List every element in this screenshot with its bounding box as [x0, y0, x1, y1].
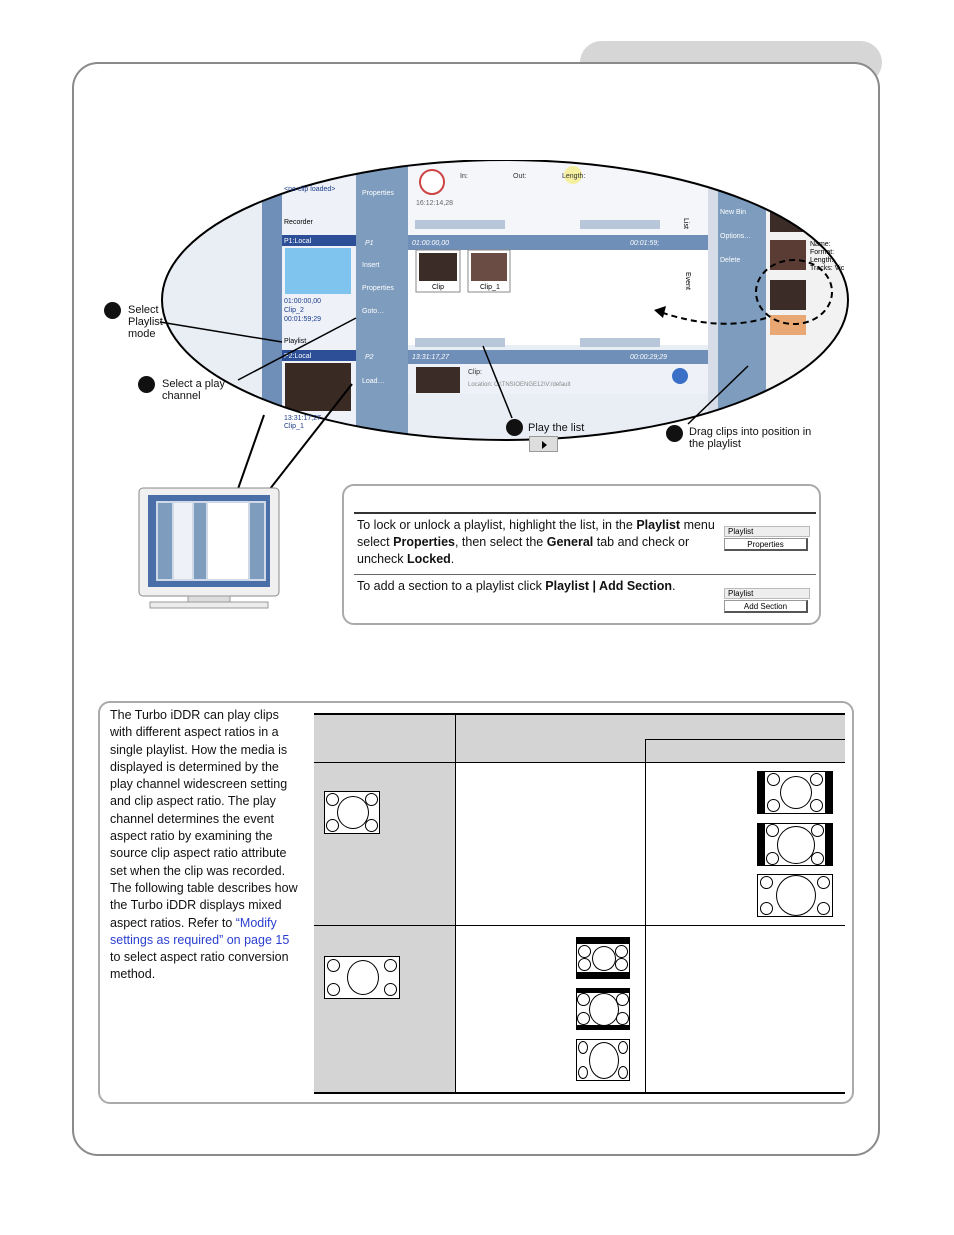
- meta-length: Length:: [810, 257, 834, 264]
- p2-clip-text: Clip_1: [284, 423, 304, 430]
- p2-length-text: 00:00:29;29: [630, 354, 667, 361]
- stretch-icon: [757, 874, 833, 917]
- in-text: In:: [460, 173, 468, 180]
- callout-number-3: [506, 419, 523, 436]
- squeeze-icon: [576, 1039, 630, 1081]
- tips-top-rule: [354, 512, 816, 514]
- callout-select-playlist-mode: Select Playlist mode: [128, 304, 163, 340]
- properties-text-2: Properties: [362, 285, 394, 292]
- insert-text: Insert: [362, 262, 380, 269]
- callout-number-4: [666, 425, 683, 442]
- p2-location: Location: C:\TNSIOENGE12\V:/default: [468, 382, 571, 388]
- play-button-icon: [529, 436, 558, 452]
- aspect-ratio-paragraph: The Turbo iDDR can play clips with different aspect ratios in a single playlist. How the media is displayed is determined by the play channel widescreen setting and clip aspect ratio. The play channel determines the event aspect ratio by examining the source clip aspect ratio attribute set when the clip was recorded. The following table describes how the Turbo iDDR displays mixed aspect ratios. Refer to “Modify settings as required” on page 15 to select aspect ratio conversion method.: [110, 708, 298, 982]
- clip-label-1: Clip: [432, 284, 445, 291]
- goto-text: Goto…: [362, 308, 385, 315]
- p2-clip-field: Clip:: [468, 369, 483, 376]
- menu-header: Playlist: [724, 588, 810, 599]
- recorder-text: Recorder: [284, 219, 313, 226]
- event-tab-text: Event: [684, 272, 691, 290]
- p1-channel-text: P1:Local: [284, 238, 312, 245]
- menu-item-add-section[interactable]: Add Section: [724, 600, 808, 613]
- no-clip-text: <no clip loaded>: [284, 186, 336, 193]
- tip-lock-playlist: To lock or unlock a playlist, highlight the list, in the Playlist menu select Properties, then select the General tab and check or uncheck Locked.: [357, 518, 715, 566]
- meta-name: Name:: [810, 241, 831, 248]
- tip-add-section: To add a section to a playlist click Playlist | Add Section.: [357, 579, 676, 593]
- callout-drag-clips: Drag clips into position in the playlist: [689, 426, 812, 450]
- p1-length-text: 00:01:59;: [630, 240, 660, 247]
- load-text: Load…: [362, 378, 385, 385]
- callout-play-the-list: Play the list: [528, 422, 585, 434]
- p1-tcb-text: 00:01:59;29: [284, 316, 321, 323]
- callout-number-2: [138, 376, 155, 393]
- p1-tc-text: 01:00:00,00: [284, 298, 321, 305]
- options-text: Options…: [720, 233, 752, 240]
- clip-label-2: Clip_1: [480, 284, 500, 291]
- p1-clip-text: Clip_2: [284, 307, 304, 314]
- list-tab-text: List: [682, 218, 689, 229]
- callout-select-play-channel: Select a play channel: [162, 378, 225, 402]
- properties-text-1: Properties: [362, 190, 394, 197]
- playlist-text: Playlist: [284, 338, 307, 345]
- out-text: Out:: [513, 173, 527, 180]
- playlist-properties-menu: [724, 526, 810, 550]
- menu-header: Playlist: [724, 526, 810, 537]
- rec-time-text: 16:12:14,28: [416, 200, 453, 207]
- letterbox-crop-icon: [576, 988, 630, 1030]
- p2-channel-text: P2:Local: [284, 353, 312, 360]
- p2-timecode-text: 13:31:17,27: [412, 354, 449, 361]
- p1-label-text: P1: [365, 240, 374, 247]
- playlist-add-section-menu: [724, 588, 810, 612]
- tips-divider: [354, 574, 816, 575]
- menu-item-properties[interactable]: Properties: [724, 538, 808, 551]
- meta-format: Format:: [810, 249, 835, 256]
- monitor-illustration: [138, 487, 280, 609]
- p2-label-text: P2: [365, 354, 374, 361]
- modify-settings-link[interactable]: “Modify settings as required” on page 15: [110, 915, 290, 947]
- new-bin-text: New Bin: [720, 209, 747, 216]
- delete-text: Delete: [720, 257, 741, 264]
- p2-tc-text: 13:31:17,27: [284, 415, 321, 422]
- p1-timecode-text: 01:00:00,00: [412, 240, 449, 247]
- length-text: Length:: [562, 173, 586, 180]
- pillarbox-icon: [757, 771, 833, 814]
- pillarbox-crop-icon: [757, 823, 833, 866]
- aspect-4x3-icon: [324, 791, 380, 834]
- letterbox-icon: [576, 937, 630, 979]
- callout-number-1: [104, 302, 121, 319]
- meta-tracks: Tracks: Vic: [810, 265, 845, 272]
- aspect-16x9-icon: [324, 956, 400, 999]
